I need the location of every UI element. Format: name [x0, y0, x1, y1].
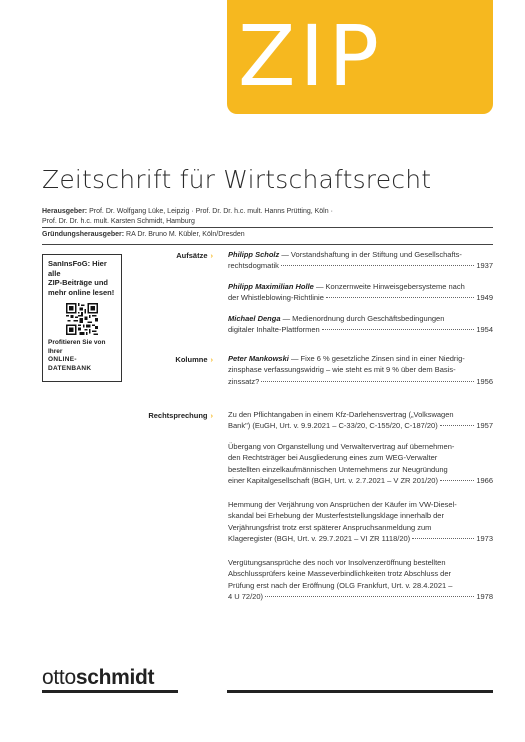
- section-label-rechtsprechung: Rechtsprechung ›: [148, 411, 213, 420]
- page-number: 1973: [476, 534, 493, 544]
- page-number: 1966: [476, 476, 493, 486]
- chevron-right-icon: ›: [210, 411, 213, 420]
- leader-dots: [265, 596, 474, 597]
- divider-rule: [42, 227, 493, 228]
- page-number: 1949: [476, 293, 493, 303]
- editors-line-1: Prof. Dr. Wolfgang Lüke, Leipzig · Prof. Dr. Dr. h.c. mult. Hanns Prütting, Köln ·: [89, 208, 333, 215]
- toc-entry[interactable]: Übergang von Organstellung und Verwaltervertrag auf übernehmen- den Rechtsträger bei Ausgliederung eines zum WEG-Verwalter bestellten einzelkaufmännischen Unternehmens zur Neugründung einer Kapitalgesellschaft (BGH, Urt. v. 2.7.2021 – V ZR 201/20) 1966: [228, 442, 493, 486]
- leader-dots: [412, 538, 474, 539]
- toc-entry[interactable]: Hemmung der Verjährung von Ansprüchen der Käufer im VW-Diesel- skandal bei Erhebung der Musterfeststellungsklage innerhalb der Verjährungsfrist trotz erst späterer Anspruchsanmeldung zum Klageregister (BGH, Urt. v. 29.7.2021 – VI ZR 1118/20) 1973: [228, 500, 493, 544]
- leader-dots: [322, 329, 475, 330]
- leader-dots: [440, 480, 474, 481]
- journal-logo: ZIP: [238, 7, 383, 105]
- online-promo-box[interactable]: [42, 254, 122, 382]
- leader-dots: [261, 381, 474, 382]
- footer-rule: [227, 690, 493, 693]
- founders-block: [42, 231, 245, 238]
- page-number: 1956: [476, 376, 493, 386]
- page-number: 1957: [476, 421, 493, 431]
- toc-entry[interactable]: Vergütungsansprüche des noch vor Insolvenzeröffnung bestellten Abschlussprüfers keine Masseverbindlichkeiten trotz Abschluss der Prüfung erst nach der Eröffnung (OLG Frankfurt, Urt. v. 28.4.2021 – 4 U 72/20) 1978: [228, 558, 493, 602]
- toc-entry[interactable]: Philipp Maximilian Holle — Konzernweite Hinweisgebersysteme nach der Whistleblowing-Richtlinie 1949: [228, 282, 493, 303]
- founders-label: Gründungsherausgeber:: [42, 231, 125, 238]
- page-number: 1978: [476, 592, 493, 602]
- page-number: 1937: [476, 261, 493, 271]
- publisher-logo: ottoschmidt: [42, 666, 155, 689]
- section-label-kolumne: Kolumne ›: [175, 355, 213, 364]
- promo-heading: SanInsFoG: Hier alle ZIP-Beiträge und mehr online lesen!: [48, 259, 115, 297]
- leader-dots: [440, 425, 475, 426]
- publisher-underline: [42, 690, 178, 693]
- journal-title: Zeitschrift für Wirtschaftsrecht: [42, 165, 432, 194]
- page-number: 1954: [476, 325, 493, 335]
- founders-text: RA Dr. Bruno M. Kübler, Köln/Dresden: [126, 231, 245, 238]
- leader-dots: [326, 297, 474, 298]
- section-label-aufsaetze: Aufsätze ›: [176, 251, 213, 260]
- toc-entry[interactable]: Michael Denga — Medienordnung durch Geschäftsbedingungen digitaler Inhalte-Plattformen 1954: [228, 314, 493, 335]
- editors-block: [42, 207, 482, 227]
- editors-line-2: Prof. Dr. Dr. h.c. mult. Karsten Schmidt, Hamburg: [42, 218, 195, 225]
- promo-footer: Profitieren Sie von Ihrer ONLINE-DATENBANK: [48, 339, 106, 372]
- chevron-right-icon: ›: [210, 251, 213, 260]
- leader-dots: [281, 265, 474, 266]
- qr-code-icon[interactable]: [66, 303, 98, 335]
- divider-rule: [42, 244, 493, 245]
- toc-entry[interactable]: Zu den Pflichtangaben in einem Kfz-Darlehensvertrag („Volkswagen Bank") (EuGH, Urt. v. 9.9.2021 – C-33/20, C-155/20, C-187/20) 1957: [228, 410, 493, 431]
- toc-entry[interactable]: Philipp Scholz — Vorstandshaftung in der Stiftung und Gesellschafts- rechtsdogmatik 1937: [228, 250, 493, 271]
- toc-entry[interactable]: Peter Mankowski — Fixe 6 % gesetzliche Zinsen sind in einer Niedrig- zinsphase verfassungswidrig – wie steht es mit 9 % über dem Basis- zinssatz? 1956: [228, 354, 493, 386]
- editors-label: Herausgeber:: [42, 208, 88, 215]
- chevron-right-icon: ›: [210, 355, 213, 364]
